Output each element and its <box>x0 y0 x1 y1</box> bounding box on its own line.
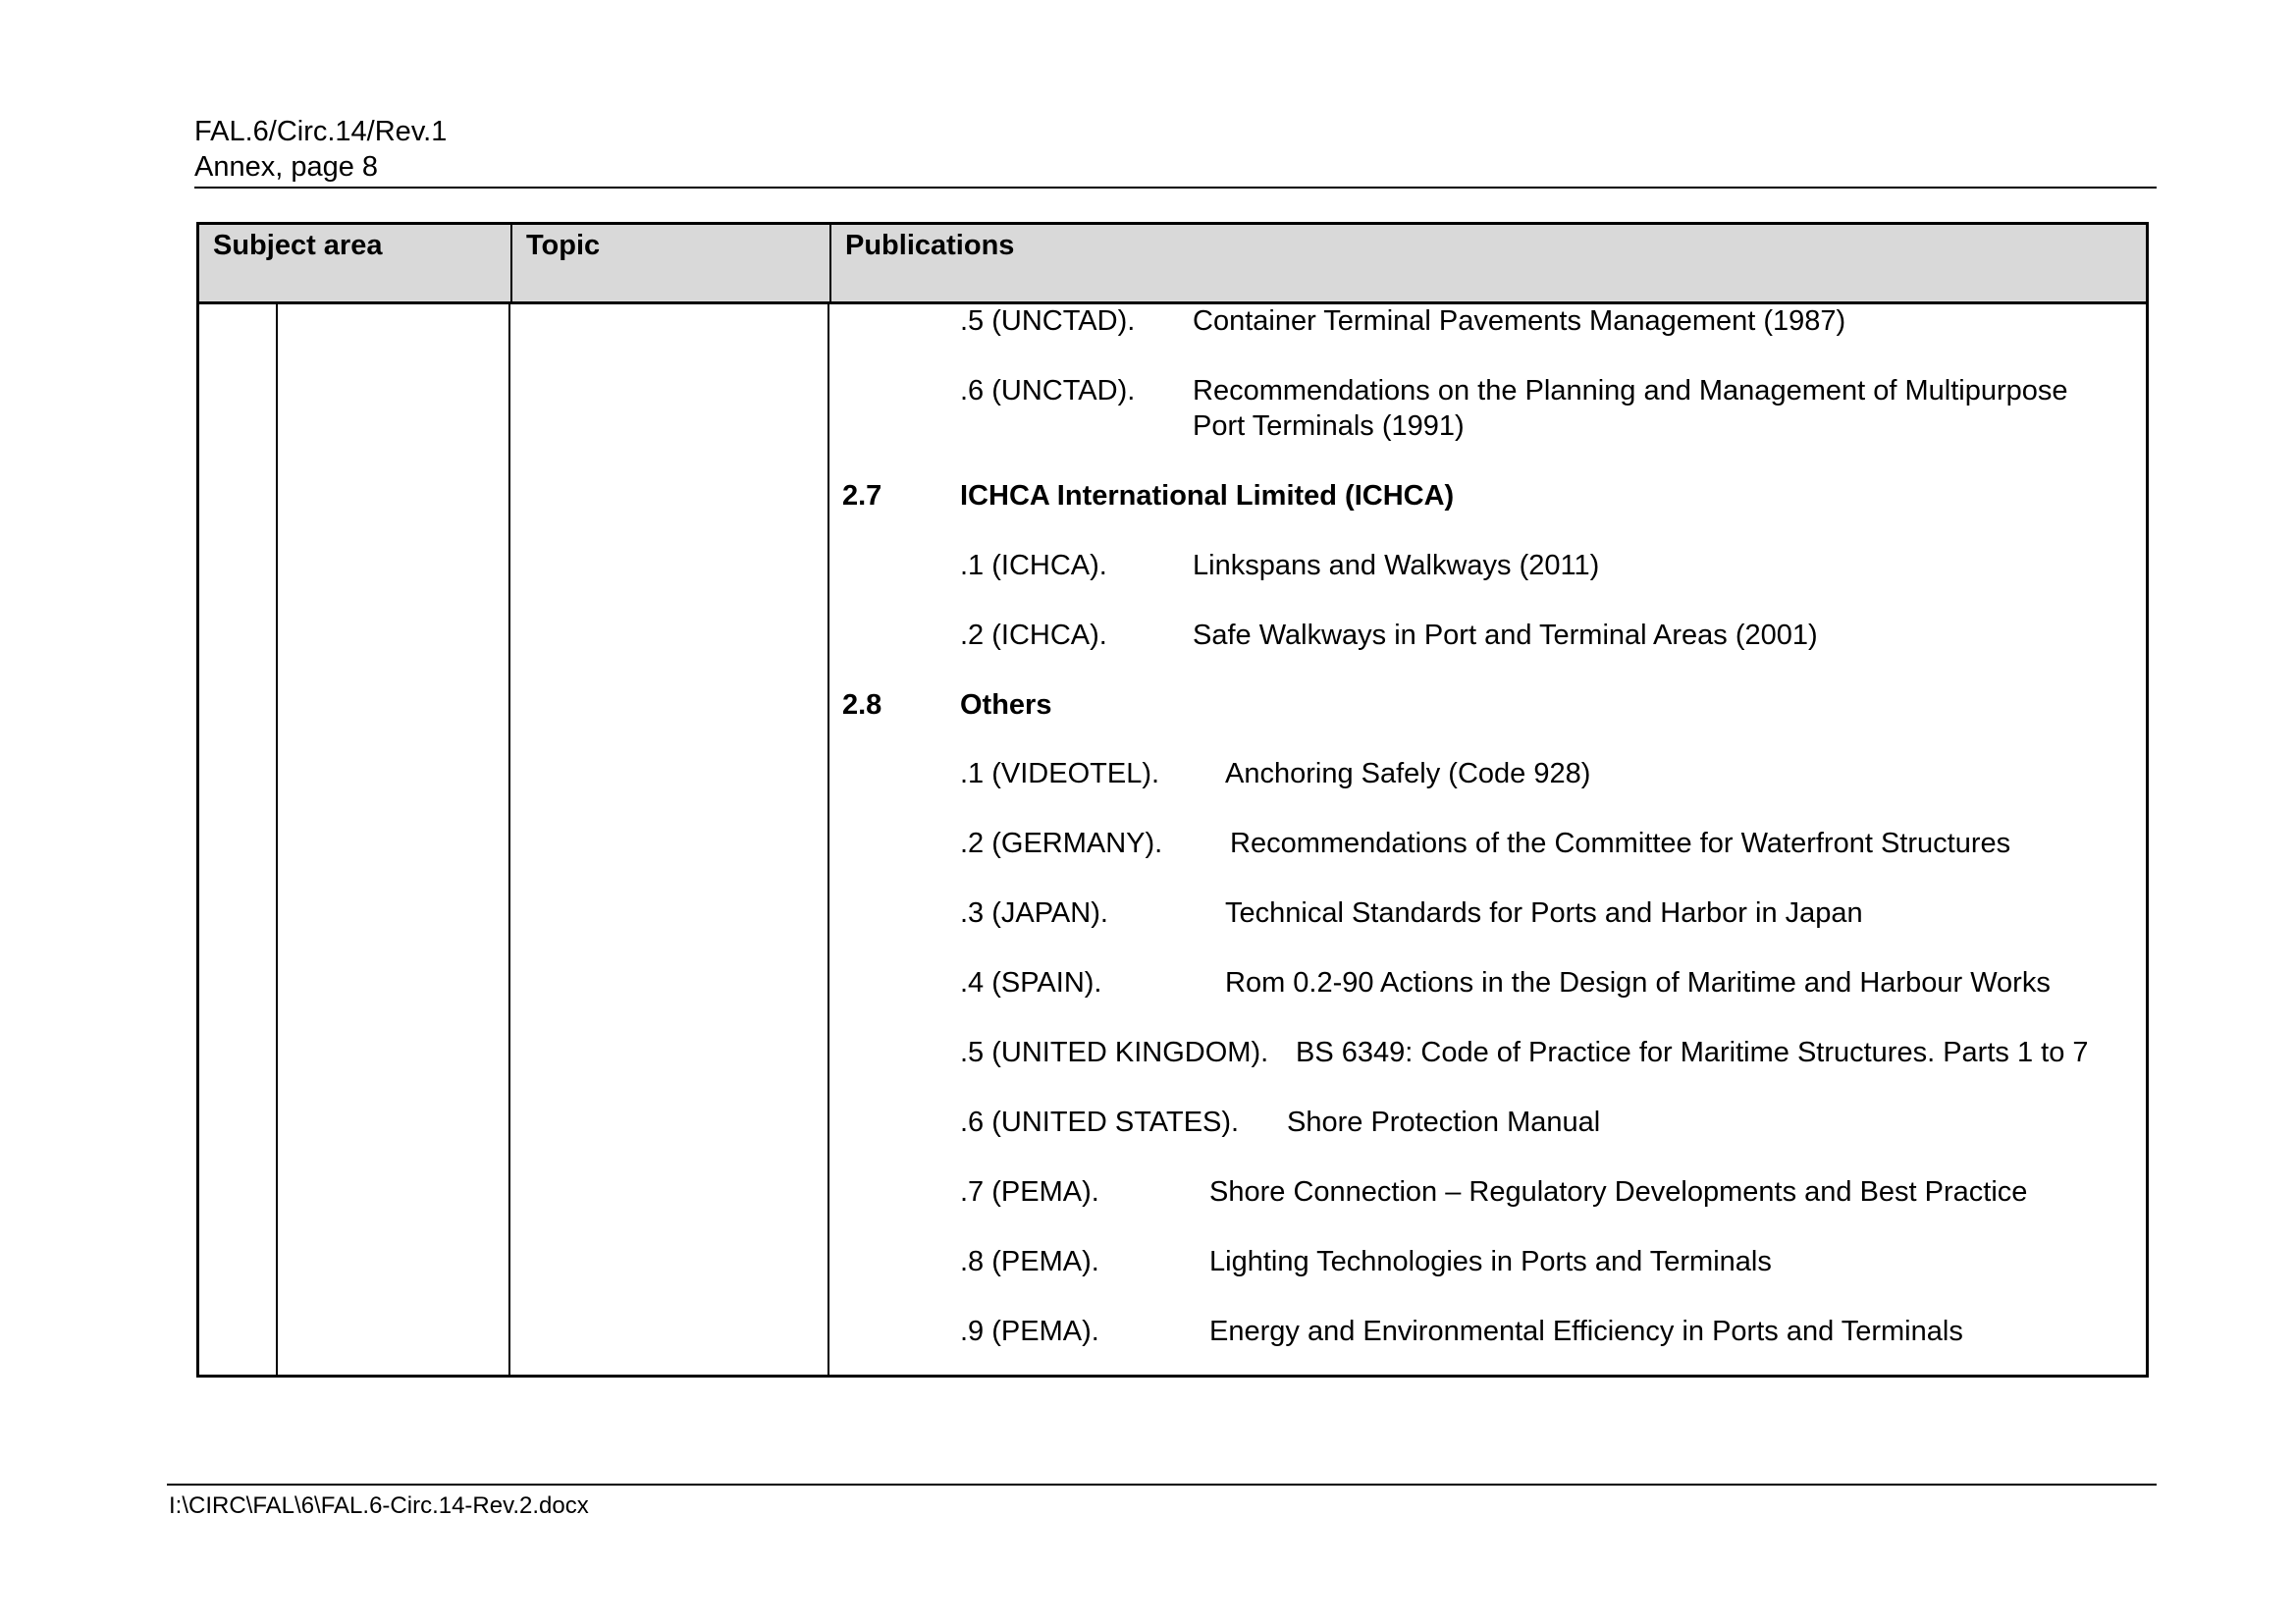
entry-title: Energy and Environmental Efficiency in Ports and Terminals <box>1209 1316 1963 1347</box>
entry-title: Container Terminal Pavements Management (1987) <box>1193 305 1846 337</box>
entry-ref: .2 (ICHCA). <box>960 620 1107 651</box>
column-divider <box>828 304 829 1375</box>
entry-ref: .6 (UNCTAD). <box>960 375 1136 406</box>
entry-ref: .5 (UNCTAD). <box>960 305 1136 337</box>
footer-rule <box>167 1484 2157 1486</box>
entry-title-continued: Port Terminals (1991) <box>1193 410 1465 442</box>
entry-title: Rom 0.2-90 Actions in the Design of Maritime and Harbour Works <box>1225 967 2051 999</box>
page-reference: Annex, page 8 <box>194 151 379 183</box>
column-header-publications: Publications <box>829 225 2146 301</box>
column-divider <box>276 304 278 1375</box>
entry-title: Recommendations on the Planning and Management of Multipurpose <box>1193 375 2068 406</box>
header-rule <box>194 187 2157 189</box>
entry-ref: .7 (PEMA). <box>960 1176 1099 1208</box>
entry-title: Shore Connection – Regulatory Developments and Best Practice <box>1209 1176 2028 1208</box>
table-header-row <box>199 225 2146 304</box>
entry-ref: .2 (GERMANY). <box>960 828 1163 859</box>
entry-title: Lighting Technologies in Ports and Terminals <box>1209 1246 1772 1277</box>
entry-ref: .5 (UNITED KINGDOM). <box>960 1037 1269 1068</box>
publications-table <box>196 222 2149 1378</box>
entry-ref: .6 (UNITED STATES). <box>960 1107 1240 1138</box>
entry-title: Recommendations of the Committee for Waterfront Structures <box>1230 828 2011 859</box>
entry-title: Anchoring Safely (Code 928) <box>1225 758 1591 789</box>
column-header-subject-area: Subject area <box>213 230 383 261</box>
entry-title: Shore Protection Manual <box>1287 1107 1601 1138</box>
section-number: 2.8 <box>842 689 882 721</box>
section-heading: ICHCA International Limited (ICHCA) <box>960 480 1455 512</box>
document-symbol: FAL.6/Circ.14/Rev.1 <box>194 116 448 147</box>
entry-title: Technical Standards for Ports and Harbor in Japan <box>1225 897 1863 929</box>
entry-ref: .1 (ICHCA). <box>960 550 1107 581</box>
entry-ref: .8 (PEMA). <box>960 1246 1099 1277</box>
entry-ref: .1 (VIDEOTEL). <box>960 758 1160 789</box>
entry-ref: .3 (JAPAN). <box>960 897 1108 929</box>
entry-title: Safe Walkways in Port and Terminal Areas (2001) <box>1193 620 1818 651</box>
document-header <box>194 114 447 185</box>
section-number: 2.7 <box>842 480 882 512</box>
entry-title: BS 6349: Code of Practice for Maritime Structures. Parts 1 to 7 <box>1296 1037 2089 1068</box>
column-header-topic: Topic <box>510 225 829 301</box>
entry-ref: .9 (PEMA). <box>960 1316 1099 1347</box>
section-heading: Others <box>960 689 1052 721</box>
entry-ref: .4 (SPAIN). <box>960 967 1102 999</box>
column-divider <box>508 304 510 1375</box>
entry-title: Linkspans and Walkways (2011) <box>1193 550 1600 581</box>
file-path: I:\CIRC\FAL\6\FAL.6-Circ.14-Rev.2.docx <box>169 1492 589 1519</box>
